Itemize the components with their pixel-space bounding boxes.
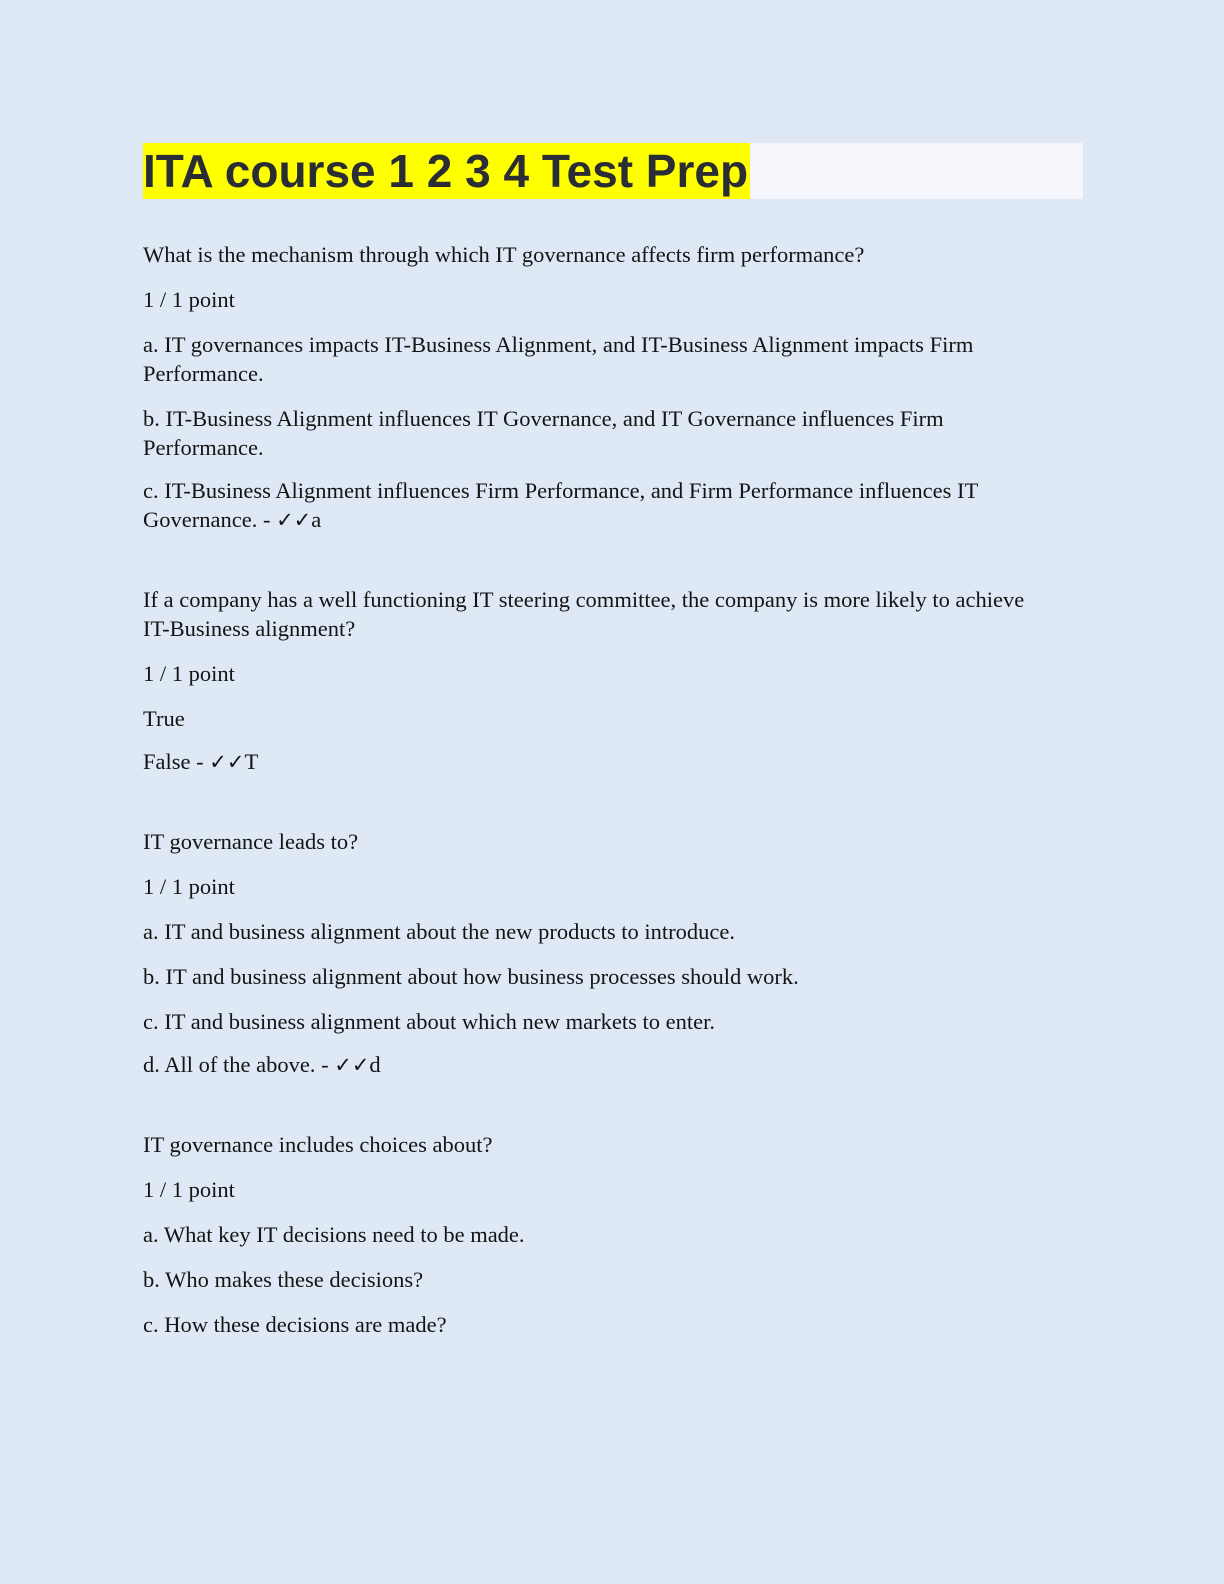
- answer-key: d: [369, 1052, 381, 1077]
- answer-key: a: [311, 507, 322, 532]
- option-text: d. All of the above. -: [143, 1052, 335, 1077]
- points-label: 1 / 1 point: [143, 661, 235, 686]
- option-c-with-answer: [143, 476, 1043, 535]
- question-text: IT governance includes choices about?: [143, 1132, 493, 1157]
- question-block-3: [143, 827, 1043, 1080]
- option-c: c. How these decisions are made?: [143, 1312, 447, 1337]
- option-b: b. IT-Business Alignment influences IT Governance, and IT Governance influences Firm Performance.: [143, 406, 944, 460]
- option-a: a. What key IT decisions need to be made.: [143, 1222, 525, 1247]
- checkmark-icon: ✓✓: [209, 750, 245, 774]
- points-label: 1 / 1 point: [143, 1177, 235, 1202]
- page-title: ITA course 1 2 3 4 Test Prep: [143, 145, 749, 197]
- checkmark-icon: ✓✓: [276, 508, 312, 532]
- question-block-2: [143, 585, 1043, 777]
- option-c: c. IT and business alignment about which new markets to enter.: [143, 1009, 715, 1034]
- option-d-with-answer: [143, 1050, 1043, 1080]
- option-text: False -: [143, 749, 210, 774]
- points-label: 1 / 1 point: [143, 874, 235, 899]
- document-body: [143, 240, 1043, 1389]
- option-a: a. IT and business alignment about the new products to introduce.: [143, 919, 735, 944]
- title-banner: [143, 143, 1083, 199]
- option-b: b. IT and business alignment about how business processes should work.: [143, 964, 799, 989]
- question-text: If a company has a well functioning IT steering committee, the company is more likely to achieve IT-Business alignment?: [143, 587, 1025, 641]
- question-text: IT governance leads to?: [143, 829, 359, 854]
- option-text: c. IT-Business Alignment influences Firm Performance, and Firm Performance influences IT Governance. -: [143, 478, 978, 532]
- question-block-1: [143, 240, 1043, 535]
- option-false-with-answer: [143, 747, 1043, 777]
- option-true: True: [143, 706, 185, 731]
- checkmark-icon: ✓✓: [334, 1053, 370, 1077]
- question-block-4: [143, 1130, 1043, 1339]
- answer-key: T: [244, 749, 259, 774]
- option-b: b. Who makes these decisions?: [143, 1267, 424, 1292]
- question-text: What is the mechanism through which IT governance affects firm performance?: [143, 242, 865, 267]
- points-label: 1 / 1 point: [143, 287, 235, 312]
- option-a: a. IT governances impacts IT-Business Alignment, and IT-Business Alignment impacts Firm Performance.: [143, 332, 974, 386]
